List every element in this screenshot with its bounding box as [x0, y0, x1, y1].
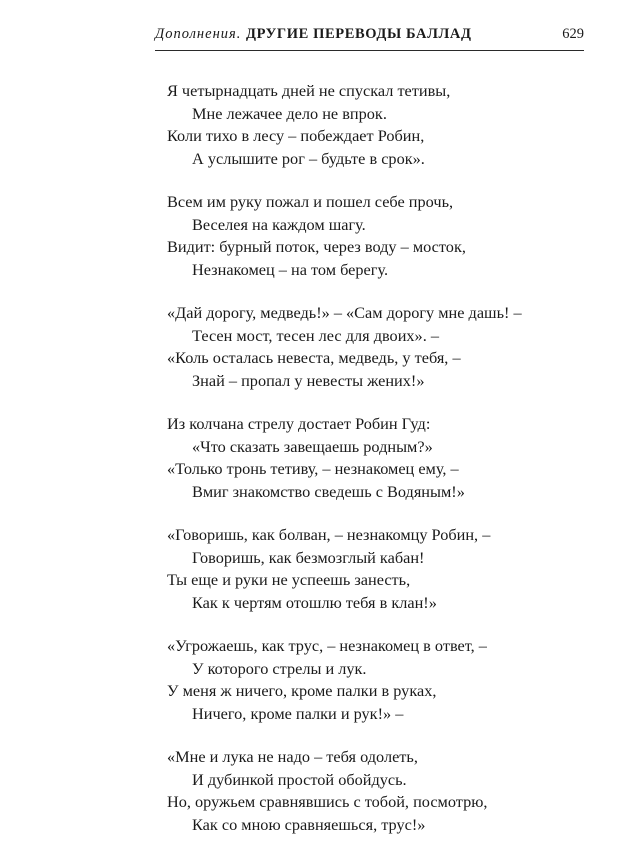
stanza — [167, 80, 607, 170]
poem-line: «Коль осталась невеста, медведь, у тебя, – — [167, 348, 461, 367]
poem-line: Но, оружьем сравнявшись с тобой, посмотрю, — [167, 792, 488, 811]
poem-line: «Говоришь, как болван, – незнакомцу Робин, – — [167, 525, 491, 544]
poem-line: Ничего, кроме палки и рук!» – — [192, 703, 404, 723]
page-number: 629 — [562, 26, 584, 42]
poem-line: «Дай дорогу, медведь!» – «Сам дорогу мне дашь! – — [167, 303, 522, 322]
poem-line: Веселея на каждом шагу. — [192, 214, 366, 234]
poem-line: «Что сказать завещаешь родным?» — [192, 436, 433, 456]
running-header — [155, 22, 584, 51]
stanza — [167, 191, 607, 281]
poem-line: Из колчана стрелу достает Робин Гуд: — [167, 414, 431, 433]
header-title — [155, 26, 472, 43]
stanza — [167, 746, 607, 836]
header-section: Дополнения — [155, 26, 237, 42]
poem — [167, 80, 607, 857]
poem-line: Знай – пропал у невесты жених!» — [192, 370, 425, 390]
poem-line: Видит: бурный поток, через воду – мосток, — [167, 237, 466, 256]
stanza — [167, 635, 607, 725]
poem-line: У которого стрелы и лук. — [192, 658, 367, 678]
poem-line: А услышите рог – будьте в срок». — [192, 148, 425, 168]
poem-line: Я четырнадцать дней не спускал тетивы, — [167, 81, 451, 100]
stanza — [167, 524, 607, 614]
stanza — [167, 302, 607, 392]
poem-line: Мне лежачее дело не впрок. — [192, 103, 387, 123]
header-chapter: ДРУГИЕ ПЕРЕВОДЫ БАЛЛАД — [246, 26, 472, 42]
poem-line: Ты еще и руки не успеешь занесть, — [167, 570, 411, 589]
poem-line: Коли тихо в лесу – побеждает Робин, — [167, 126, 425, 145]
header-separator: . — [236, 26, 242, 42]
poem-line: Говоришь, как безмозглый кабан! — [192, 547, 425, 567]
poem-line: Вмиг знакомство сведешь с Водяным!» — [192, 481, 465, 501]
poem-line: И дубинкой простой обойдусь. — [192, 769, 407, 789]
poem-line: Тесен мост, тесен лес для двоих». – — [192, 325, 439, 345]
poem-line: «Только тронь тетиву, – незнакомец ему, – — [167, 459, 459, 478]
poem-line: Как к чертям отошлю тебя в клан!» — [192, 592, 437, 612]
poem-line: Всем им руку пожал и пошел себе прочь, — [167, 192, 454, 211]
poem-line: «Мне и лука не надо – тебя одолеть, — [167, 747, 418, 766]
poem-line: «Угрожаешь, как трус, – незнакомец в ответ, – — [167, 636, 487, 655]
stanza — [167, 413, 607, 503]
poem-line: Незнакомец – на том берегу. — [192, 259, 389, 279]
poem-line: Как со мною сравняешься, трус!» — [192, 814, 426, 834]
poem-line: У меня ж ничего, кроме палки в руках, — [167, 681, 437, 700]
